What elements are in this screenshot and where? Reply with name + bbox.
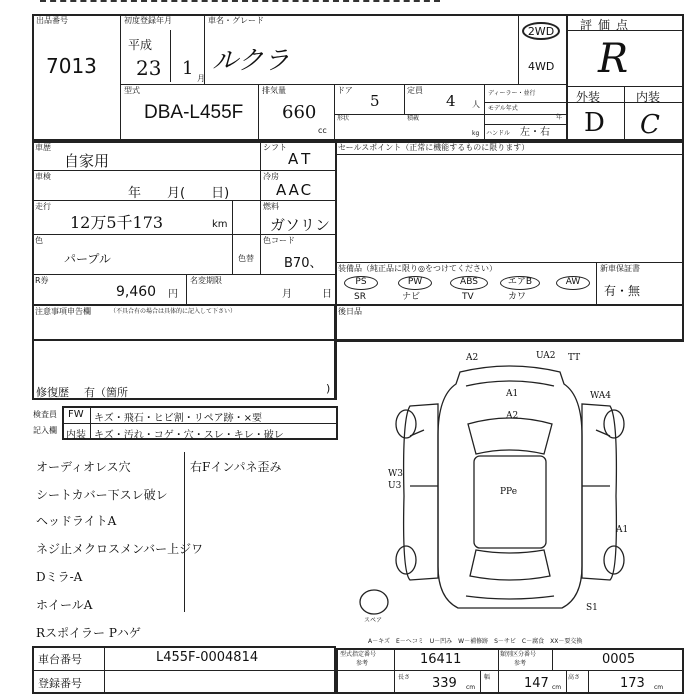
equip-aw: AW bbox=[556, 276, 590, 290]
dealer-label: ディーラー・並行 bbox=[488, 90, 536, 97]
recycle-value: 9,460 bbox=[116, 284, 157, 300]
cert-value: 16411 bbox=[420, 652, 462, 667]
equip-ps: PS bbox=[344, 276, 378, 290]
damage-legend: A－キズ E－ヘコミ U－凹み W－補修跡 S－サビ C－腐食 XX－要交換 bbox=[368, 638, 583, 645]
damage-mark: WA4 bbox=[590, 391, 612, 401]
repair-value: 有（箇所 bbox=[84, 386, 128, 399]
model-name: ルクラ bbox=[212, 46, 290, 76]
damage-mark: A1 bbox=[506, 389, 519, 399]
inspection-label: 車検 bbox=[35, 172, 51, 181]
repair-label: 修復歴 bbox=[36, 386, 69, 399]
history-label: 車歴 bbox=[35, 143, 51, 152]
drive-2wd: 2WD bbox=[522, 22, 560, 40]
damage-mark: A2 bbox=[466, 353, 479, 363]
first-registration-year: 23 bbox=[136, 56, 162, 80]
fuel-value: ガソリン bbox=[270, 216, 331, 234]
history-value: 自家用 bbox=[64, 152, 110, 170]
equip-sr: SR bbox=[354, 292, 366, 302]
first-registration-label: 初度登録年月 bbox=[124, 16, 172, 25]
recycle-label: R券 bbox=[35, 276, 49, 285]
name-change-label: 名変期限 bbox=[190, 276, 222, 285]
class-label-2: 参考 bbox=[514, 660, 527, 667]
damage-mark: S1 bbox=[586, 603, 598, 613]
first-registration-month: 1 bbox=[182, 58, 194, 79]
mileage-value: 12万5千173 bbox=[70, 213, 164, 232]
damage-mark: U3 bbox=[388, 481, 402, 491]
color-code-value: B70、 bbox=[284, 256, 323, 271]
selling-points-label: セールスポイント（正常に機能するものに限ります） bbox=[338, 143, 530, 152]
length-unit: cm bbox=[466, 684, 476, 691]
damage-mark: PPe bbox=[500, 487, 518, 497]
check-row1: キズ・飛石・ヒビ割・リペア跡・×要 bbox=[94, 413, 262, 424]
equip-airbag: エアB bbox=[500, 276, 540, 290]
registration-label: 登録番号 bbox=[38, 677, 82, 690]
doors-value: 5 bbox=[370, 92, 380, 110]
interior-grade: C bbox=[640, 110, 660, 140]
inspector-note: Dミラ-A bbox=[36, 570, 83, 584]
color-value: パープル bbox=[64, 252, 111, 266]
check-label-1: 検査員 bbox=[33, 410, 57, 419]
inspector-note-right: 右Fインパネ歪み bbox=[190, 460, 282, 474]
recycle-unit: 円 bbox=[168, 289, 178, 300]
notes-label: 注意事項申告欄 bbox=[35, 307, 91, 316]
damage-mark: TT bbox=[568, 353, 581, 363]
lot-label: 出品番号 bbox=[36, 16, 68, 25]
color-label: 色 bbox=[35, 236, 43, 245]
repair-close: ) bbox=[326, 382, 331, 395]
width-unit: cm bbox=[552, 684, 562, 691]
shift-label: シフト bbox=[263, 143, 287, 152]
drive-4wd: 4WD bbox=[528, 60, 555, 73]
equip-tv: TV bbox=[462, 292, 474, 302]
new-car-warranty-value: 有・無 bbox=[604, 284, 641, 298]
shift-value: AT bbox=[288, 150, 315, 168]
model-code: DBA-L455F bbox=[144, 102, 244, 123]
inspector-note: ヘッドライトA bbox=[36, 514, 117, 528]
check-row2-head: 内装 bbox=[66, 430, 86, 441]
score-label: 評価点 bbox=[580, 18, 635, 32]
chassis-value: L455F-0004814 bbox=[156, 650, 259, 665]
spare-label: スペア bbox=[364, 617, 383, 624]
cert-label-2: 参考 bbox=[356, 660, 369, 667]
color-code-label: 色コード bbox=[263, 236, 295, 245]
first-registration-month-unit: 月 bbox=[197, 74, 205, 83]
check-row1-head: FW bbox=[68, 409, 84, 420]
height-label: 高さ bbox=[568, 674, 581, 681]
interior-label: 内装 bbox=[636, 90, 661, 104]
ac-value: AAC bbox=[276, 181, 314, 199]
handle-label: ハンドル bbox=[486, 130, 511, 137]
check-label-2: 記入欄 bbox=[33, 426, 57, 435]
seats-value: 4 bbox=[446, 92, 456, 110]
ac-label: 冷房 bbox=[263, 172, 279, 181]
mileage-label: 走行 bbox=[35, 202, 51, 211]
notes-sub: （不具合有の場合は具体的に記入して下さい） bbox=[110, 308, 237, 315]
fuel-label: 燃料 bbox=[263, 202, 279, 211]
car-damage-diagram bbox=[350, 346, 670, 636]
class-label-1: 類別区分番号 bbox=[500, 651, 537, 658]
header-scribble bbox=[40, 0, 440, 10]
inspection-value: 年 月( 日) bbox=[128, 186, 230, 201]
first-registration-era: 平成 bbox=[128, 38, 153, 52]
capacity-label: 積載 bbox=[407, 115, 420, 122]
exterior-grade: D bbox=[584, 108, 605, 138]
length-label: 長さ bbox=[398, 674, 411, 681]
damage-mark: UA2 bbox=[536, 351, 556, 361]
height-unit: cm bbox=[654, 684, 664, 691]
check-row2: キズ・汚れ・コゲ・穴・スレ・キレ・破レ bbox=[94, 430, 284, 441]
later-label: 後日品 bbox=[338, 307, 362, 316]
inspector-note: シートカバー下スレ破レ bbox=[36, 488, 168, 502]
model-code-label: 型式 bbox=[124, 86, 140, 95]
equip-navi: ナビ bbox=[402, 292, 421, 302]
class-value: 0005 bbox=[602, 652, 636, 667]
chassis-label: 車台番号 bbox=[38, 653, 82, 666]
height-value: 173 bbox=[620, 676, 645, 691]
width-value: 147 bbox=[524, 676, 549, 691]
notes-frame bbox=[32, 304, 336, 400]
displacement-label: 排気量 bbox=[262, 86, 286, 95]
lot-number: 7013 bbox=[46, 54, 97, 78]
equip-abs: ABS bbox=[450, 276, 488, 290]
equip-pw: PW bbox=[398, 276, 432, 290]
damage-mark: A1 bbox=[616, 525, 629, 535]
width-label: 幅 bbox=[484, 674, 491, 681]
handle-value: 左・右 bbox=[520, 127, 550, 138]
name-change-month: 月 bbox=[282, 289, 292, 300]
damage-mark: A2 bbox=[506, 411, 519, 421]
length-value: 339 bbox=[432, 676, 457, 691]
name-change-day: 日 bbox=[322, 289, 332, 300]
doors-label: ドア bbox=[337, 86, 353, 95]
model-year-unit: 年 bbox=[556, 114, 563, 121]
displacement-value: 660 bbox=[282, 102, 317, 123]
seats-label: 定員 bbox=[407, 86, 423, 95]
inspector-note: Rスポイラー Pハゲ bbox=[36, 626, 141, 640]
inspector-note: ホイールA bbox=[36, 598, 93, 612]
model-label: 車名・グレード bbox=[208, 16, 264, 25]
inspector-note: オーディオレス穴 bbox=[36, 460, 131, 474]
cert-label-1: 型式指定番号 bbox=[340, 651, 377, 658]
equipment-label: 装備品（純正品に限り◎をつけてください） bbox=[338, 264, 497, 273]
shape-label: 形状 bbox=[337, 115, 350, 122]
capacity-unit: kg bbox=[472, 130, 480, 137]
score-value: R bbox=[598, 36, 629, 82]
mileage-unit: km bbox=[212, 219, 228, 230]
exterior-label: 外装 bbox=[576, 90, 601, 104]
color-change-label: 色替 bbox=[238, 254, 254, 263]
inspector-note: ネジ止メクロスメンバー上ジワ bbox=[36, 542, 204, 556]
damage-mark: W3 bbox=[388, 469, 403, 479]
seats-unit: 人 bbox=[472, 100, 480, 109]
new-car-warranty-label: 新車保証書 bbox=[600, 264, 640, 273]
displacement-unit: cc bbox=[318, 126, 327, 135]
equip-leather: カワ bbox=[508, 292, 527, 302]
model-year-label: モデル年式 bbox=[488, 105, 518, 112]
